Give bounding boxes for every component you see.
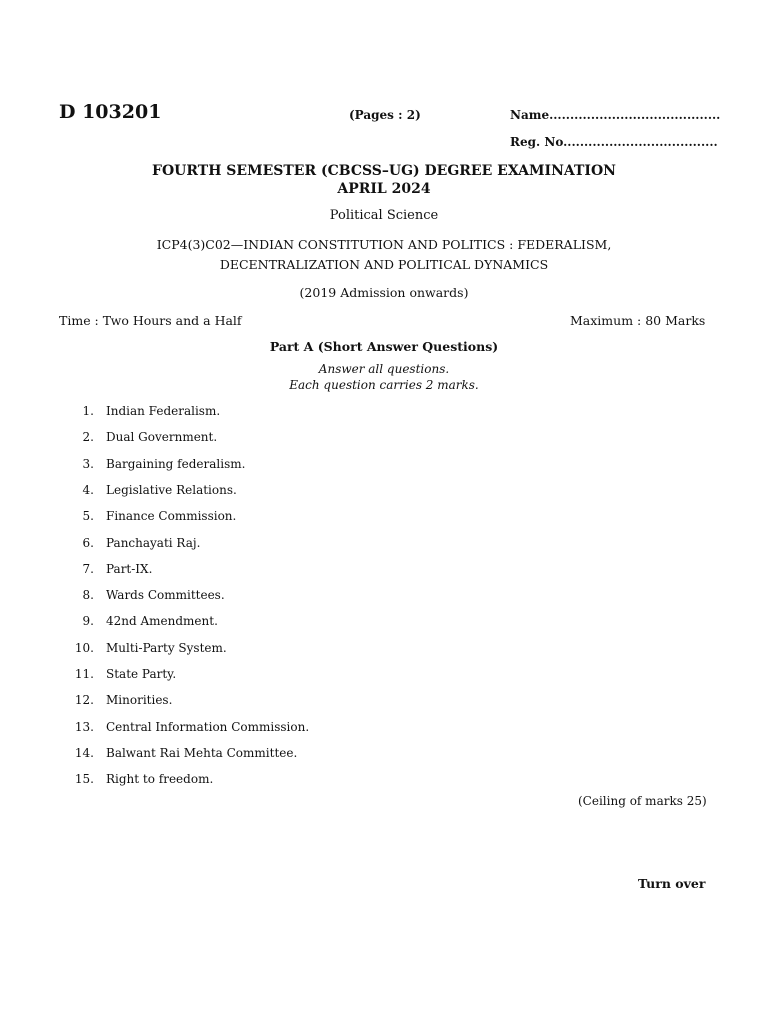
- question-number: 1.: [82, 404, 94, 418]
- question-text: Wards Committees.: [106, 588, 225, 602]
- question-number: 12.: [74, 693, 94, 707]
- name-field: Name.........................................: [510, 108, 721, 122]
- subject: Political Science: [329, 208, 439, 223]
- paper-title-line1: ICP4(3)C02—INDIAN CONSTITUTION AND POLITICS : FEDERALISM,: [156, 237, 612, 252]
- instruction-marks: Each question carries 2 marks.: [289, 378, 479, 392]
- turn-over: Turn over: [638, 876, 706, 891]
- question-number: 9.: [82, 614, 94, 628]
- ceiling-note: (Ceiling of marks 25): [578, 794, 707, 808]
- question-number: 13.: [74, 720, 94, 734]
- paper-title-line2: DECENTRALIZATION AND POLITICAL DYNAMICS: [219, 257, 549, 272]
- question-number: 6.: [82, 536, 94, 550]
- question-number: 10.: [74, 641, 94, 655]
- question-text: Legislative Relations.: [106, 483, 237, 497]
- question-text: Right to freedom.: [106, 772, 214, 786]
- question-number: 5.: [82, 509, 94, 523]
- question-text: Part-IX.: [106, 562, 153, 576]
- question-number: 7.: [82, 562, 94, 576]
- question-number: 2.: [82, 430, 94, 444]
- question-text: Central Information Commission.: [106, 720, 310, 734]
- question-number: 3.: [82, 457, 94, 471]
- question-text: State Party.: [106, 667, 177, 681]
- part-a-heading: Part A (Short Answer Questions): [269, 339, 499, 354]
- admission-note: (2019 Admission onwards): [299, 285, 469, 300]
- exam-session: APRIL 2024: [337, 181, 431, 197]
- question-text: Balwant Rai Mehta Committee.: [106, 746, 298, 760]
- reg-no-field: Reg. No.....................................: [510, 135, 718, 149]
- question-text: Panchayati Raj.: [106, 536, 201, 550]
- time-allowed: Time : Two Hours and a Half: [59, 313, 242, 328]
- question-text: Finance Commission.: [106, 509, 237, 523]
- question-number: 14.: [74, 746, 94, 760]
- exam-title: FOURTH SEMESTER (CBCSS–UG) DEGREE EXAMINATION: [152, 163, 616, 179]
- question-text: Dual Government.: [106, 430, 218, 444]
- question-text: Minorities.: [106, 693, 173, 707]
- question-text: 42nd Amendment.: [106, 614, 218, 628]
- exam-code: D 103201: [59, 101, 162, 123]
- question-number: 4.: [82, 483, 94, 497]
- question-text: Multi-Party System.: [106, 641, 227, 655]
- question-number: 15.: [74, 772, 94, 786]
- question-number: 11.: [74, 667, 94, 681]
- maximum-marks: Maximum : 80 Marks: [570, 313, 706, 328]
- pages-count: (Pages : 2): [349, 108, 421, 122]
- question-number: 8.: [82, 588, 94, 602]
- instruction-answer-all: Answer all questions.: [318, 362, 450, 376]
- question-text: Bargaining federalism.: [106, 457, 246, 471]
- question-text: Indian Federalism.: [106, 404, 221, 418]
